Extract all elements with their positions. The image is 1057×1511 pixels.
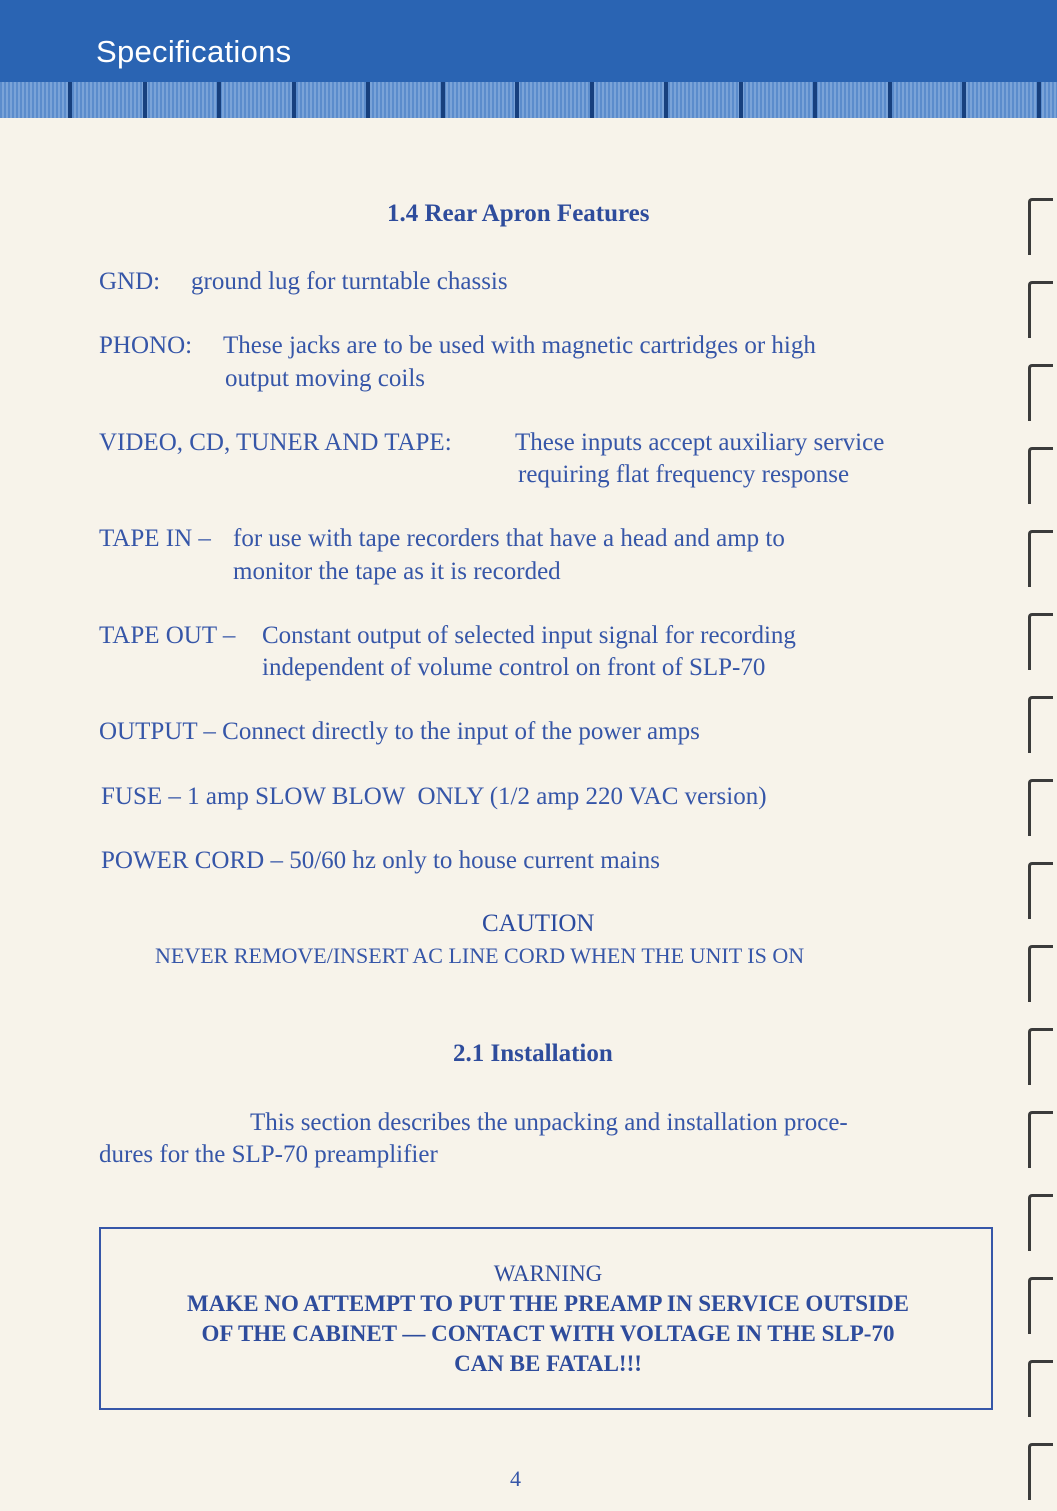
warning-line3: CAN BE FATAL!!! <box>454 1351 642 1376</box>
installation-line1: This section describes the unpacking and installation proce- <box>250 1109 848 1136</box>
phono-desc-line1: These jacks are to be used with magnetic cartridges or high <box>223 332 816 359</box>
phono-term: PHONO: <box>99 332 193 359</box>
header-tick <box>962 82 966 118</box>
gnd-desc: ground lug for turntable chassis <box>191 268 508 295</box>
header-tick <box>739 82 743 118</box>
spiral-binding <box>1021 120 1057 1511</box>
binding-ring <box>1028 364 1053 421</box>
binding-ring <box>1028 530 1053 587</box>
video-term: VIDEO, CD, TUNER AND TAPE: <box>99 429 452 456</box>
warning-line1: MAKE NO ATTEMPT TO PUT THE PREAMP IN SERVICE OUTSIDE <box>187 1291 909 1316</box>
warning-title: WARNING <box>493 1261 603 1286</box>
binding-ring <box>1028 696 1053 753</box>
header-tick <box>590 82 594 118</box>
header-tick <box>664 82 668 118</box>
header-ticks <box>0 82 1057 118</box>
header-tick <box>813 82 817 118</box>
warning-box <box>99 1227 993 1410</box>
page-number: 4 <box>510 1466 521 1491</box>
binding-ring <box>1028 1443 1053 1500</box>
binding-ring <box>1028 1028 1053 1085</box>
tape-in-term: TAPE IN – <box>99 525 211 552</box>
output-line: OUTPUT – Connect directly to the input of the power amps <box>99 718 700 745</box>
fuse-line: FUSE – 1 amp SLOW BLOW ONLY (1/2 amp 220 VAC version) <box>101 783 767 810</box>
header-tick <box>515 82 519 118</box>
binding-ring <box>1028 613 1053 670</box>
section-heading-installation: 2.1 Installation <box>453 1040 613 1067</box>
binding-ring <box>1028 945 1053 1002</box>
binding-ring <box>1028 447 1053 504</box>
binding-ring <box>1028 1277 1053 1334</box>
binding-ring <box>1028 281 1053 338</box>
header-tick <box>888 82 892 118</box>
binding-ring <box>1028 198 1053 255</box>
tape-out-term: TAPE OUT – <box>99 622 236 649</box>
binding-ring <box>1028 1111 1053 1168</box>
installation-line2: dures for the SLP-70 preamplifier <box>99 1141 438 1168</box>
power-cord-line: POWER CORD – 50/60 hz only to house current mains <box>101 847 660 874</box>
header-title: Specifications <box>96 34 292 69</box>
binding-ring <box>1028 862 1053 919</box>
page-header <box>0 0 1057 118</box>
phono-desc-line2: output moving coils <box>225 365 425 392</box>
gnd-term: GND: <box>99 268 161 295</box>
header-tick <box>366 82 370 118</box>
binding-ring <box>1028 1194 1053 1251</box>
caution-title: CAUTION <box>482 910 595 937</box>
header-tick <box>143 82 147 118</box>
binding-ring <box>1028 1360 1053 1417</box>
tape-in-desc-line2: monitor the tape as it is recorded <box>233 558 561 585</box>
header-tick <box>1037 82 1041 118</box>
tape-in-desc-line1: for use with tape recorders that have a head and amp to <box>233 525 785 552</box>
header-tick <box>217 82 221 118</box>
header-tick <box>441 82 445 118</box>
header-tick <box>292 82 296 118</box>
video-desc-line1: These inputs accept auxiliary service <box>515 429 885 456</box>
tape-out-desc-line2: independent of volume control on front of SLP-70 <box>262 654 766 681</box>
section-heading-rear-apron: 1.4 Rear Apron Features <box>387 200 650 227</box>
warning-line2: OF THE CABINET — CONTACT WITH VOLTAGE IN THE SLP-70 <box>201 1321 895 1346</box>
video-desc-line2: requiring flat frequency response <box>518 461 850 488</box>
caution-text: NEVER REMOVE/INSERT AC LINE CORD WHEN THE UNIT IS ON <box>155 943 805 968</box>
tape-out-desc-line1: Constant output of selected input signal for recording <box>262 622 796 649</box>
binding-ring <box>1028 779 1053 836</box>
header-tick <box>68 82 72 118</box>
